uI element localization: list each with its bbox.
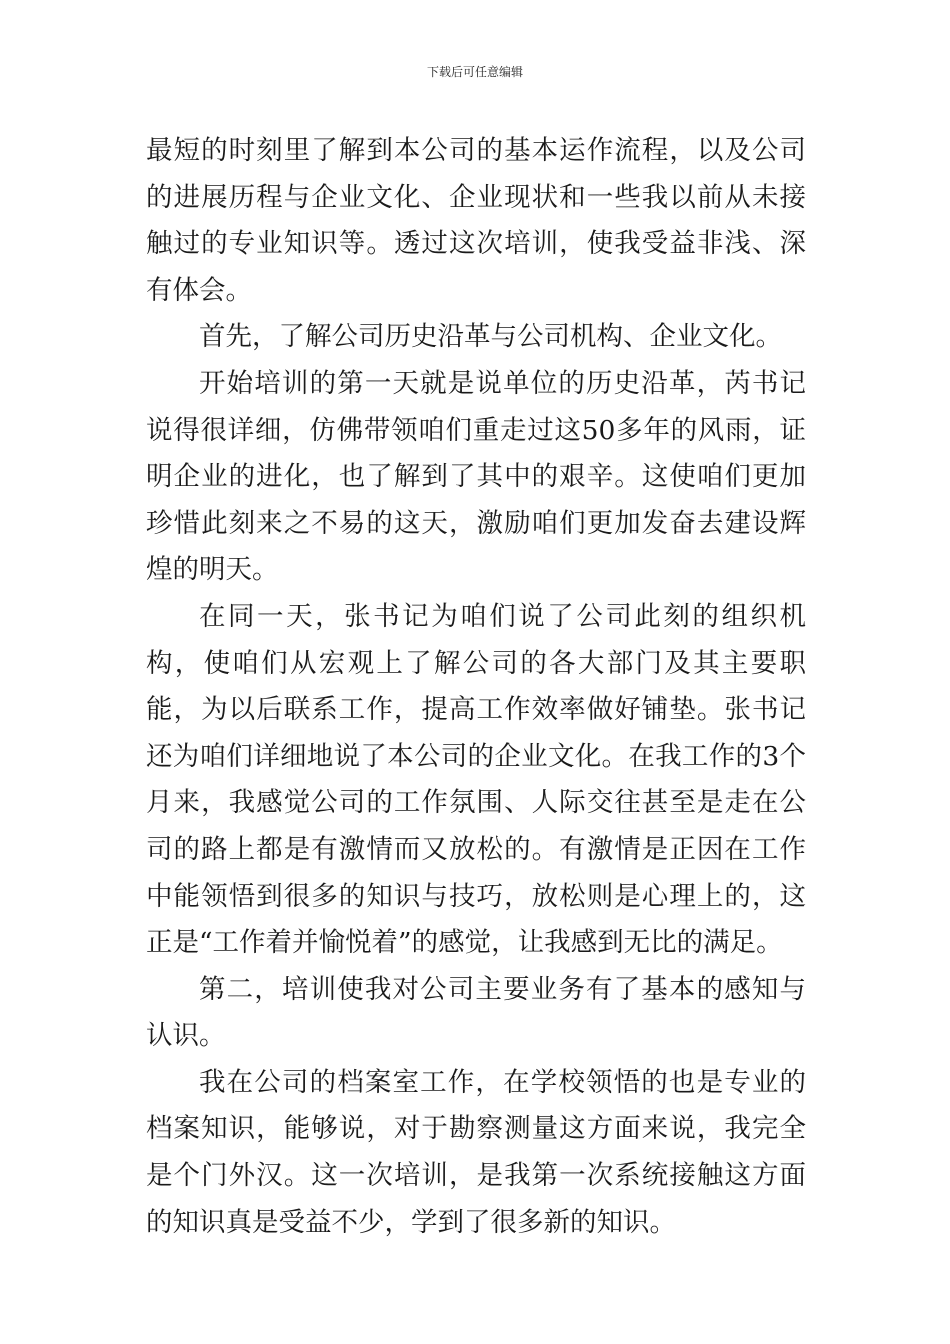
- page-header-note: 下载后可任意编辑: [426, 65, 523, 79]
- paragraph-2: 首先，了解公司历史沿革与公司机构、企业文化。: [199, 321, 782, 353]
- paragraph-1: 最短的时刻里了解到本公司的基本运作流程，以及公司的进展历程与企业文化、企业现状和一些我以前从未接触过的专业知识等。透过这次培训，使我受益非浅、深有体会。: [146, 135, 806, 306]
- document-body: [146, 128, 806, 1246]
- paragraph-4: 在同一天，张书记为咱们说了公司此刻的组织机构，使咱们从宏观上了解公司的各大部门及其主要职能，为以后联系工作，提高工作效率做好铺垫。张书记还为咱们详细地说了本公司的企业文化。在我工作的3个月来，我感觉公司的工作氛围、人际交往甚至是走在公司的路上都是有激情而又放松的。有激情是正因在工作中能领悟到很多的知识与技巧，放松则是心理上的，这正是“工作着并愉悦着”的感觉，让我感到无比的满足。: [146, 600, 806, 959]
- paragraph-5: 第二，培训使我对公司主要业务有了基本的感知与认识。: [146, 973, 806, 1052]
- paragraph-6: 我在公司的档案室工作，在学校领悟的也是专业的档案知识，能够说，对于勘察测量这方面来说，我完全是个门外汉。这一次培训，是我第一次系统接触这方面的知识真是受益不少，学到了很多新的知识。: [146, 1066, 806, 1238]
- paragraph-3: 开始培训的第一天就是说单位的历史沿革，芮书记说得很详细，仿佛带领咱们重走过这50多年的风雨，证明企业的进化，也了解到了其中的艰辛。这使咱们更加珍惜此刻来之不易的这天，激励咱们更加发奋去建设辉煌的明天。: [146, 367, 806, 586]
